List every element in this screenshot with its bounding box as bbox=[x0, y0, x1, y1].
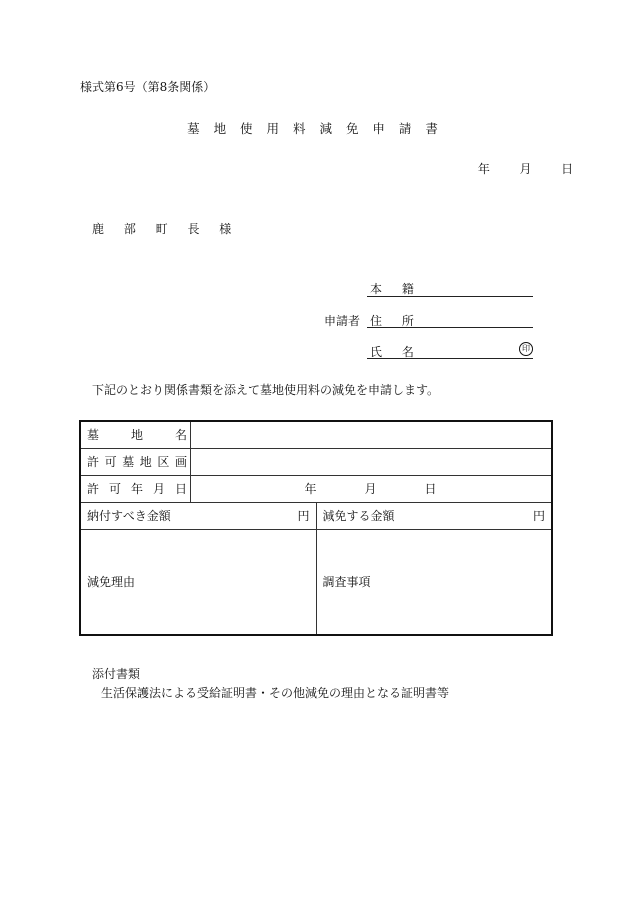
label-char: 月 bbox=[152, 482, 165, 496]
reduction-amount-content bbox=[323, 507, 546, 524]
name-label: 氏 名 bbox=[370, 345, 422, 359]
label-char: 年 bbox=[130, 482, 143, 496]
registered-domicile-field[interactable] bbox=[367, 282, 533, 297]
attachments-body: 生活保護法による受給証明書・その他減免の理由となる証明書等 bbox=[101, 686, 450, 700]
reduction-amount-unit: 円 bbox=[532, 509, 545, 523]
reduction-amount-label: 減免する金額 bbox=[322, 509, 395, 523]
seal-mark: 印 bbox=[519, 342, 533, 356]
address-field[interactable] bbox=[367, 313, 533, 328]
label-char: 画 bbox=[174, 455, 187, 469]
label-char: 可 bbox=[108, 482, 121, 496]
cemetery-name-field[interactable] bbox=[190, 421, 552, 448]
payable-amount-unit: 円 bbox=[297, 509, 310, 523]
label-char: 地 bbox=[130, 428, 143, 443]
cemetery-name-label bbox=[80, 421, 190, 448]
attachments-heading: 添付書類 bbox=[92, 667, 141, 681]
reduction-reason-cell[interactable] bbox=[80, 529, 316, 635]
payable-amount-cell[interactable] bbox=[80, 502, 316, 529]
reduction-reason-label: 減免理由 bbox=[87, 575, 136, 589]
label-char: 地 bbox=[139, 455, 152, 469]
table-row bbox=[80, 448, 552, 475]
permit-month-label: 月 bbox=[364, 482, 377, 496]
name-field[interactable] bbox=[367, 344, 533, 359]
date-month-label: 月 bbox=[519, 162, 532, 176]
applicant-label: 申請者 bbox=[324, 314, 361, 328]
application-date bbox=[452, 163, 573, 175]
label-spread bbox=[87, 426, 187, 443]
permitted-plot-field[interactable] bbox=[190, 448, 552, 475]
permit-date-field[interactable] bbox=[190, 475, 552, 502]
table-row bbox=[80, 421, 552, 448]
label-char: 日 bbox=[174, 482, 187, 496]
application-table bbox=[79, 420, 553, 636]
intro-statement: 下記のとおり関係書類を添えて墓地使用料の減免を申請します。 bbox=[92, 383, 440, 397]
payable-amount-content bbox=[87, 507, 310, 524]
permit-day-label: 日 bbox=[424, 482, 437, 496]
permit-date-label bbox=[80, 475, 190, 502]
address-label: 住 所 bbox=[370, 314, 422, 328]
label-char: 名 bbox=[174, 428, 187, 443]
label-spread bbox=[87, 453, 187, 470]
label-char: 墓 bbox=[122, 455, 135, 469]
form-number-label: 様式第6号（第8条関係） bbox=[80, 80, 216, 94]
reduction-amount-cell[interactable] bbox=[316, 502, 552, 529]
survey-items-cell[interactable] bbox=[316, 529, 552, 635]
registered-domicile-label: 本 籍 bbox=[370, 282, 422, 296]
date-day-label: 日 bbox=[561, 162, 574, 176]
document-title: 墓 地 使 用 料 減 免 申 請 書 bbox=[187, 121, 443, 136]
label-char: 許 bbox=[87, 455, 100, 469]
permit-year-label: 年 bbox=[304, 482, 317, 496]
addressee: 鹿 部 町 長 様 bbox=[92, 222, 240, 236]
label-char: 可 bbox=[104, 455, 117, 469]
payable-amount-label: 納付すべき金額 bbox=[87, 509, 171, 523]
label-char: 許 bbox=[87, 482, 100, 496]
date-year-label: 年 bbox=[477, 162, 490, 176]
permitted-plot-label bbox=[80, 448, 190, 475]
label-char: 墓 bbox=[87, 428, 100, 443]
survey-items-label: 調査事項 bbox=[322, 575, 371, 589]
label-char: 区 bbox=[157, 455, 170, 469]
table-row bbox=[80, 475, 552, 502]
permit-date-parts bbox=[197, 480, 546, 497]
table-row bbox=[80, 529, 552, 635]
label-spread bbox=[87, 480, 187, 497]
table-row bbox=[80, 502, 552, 529]
